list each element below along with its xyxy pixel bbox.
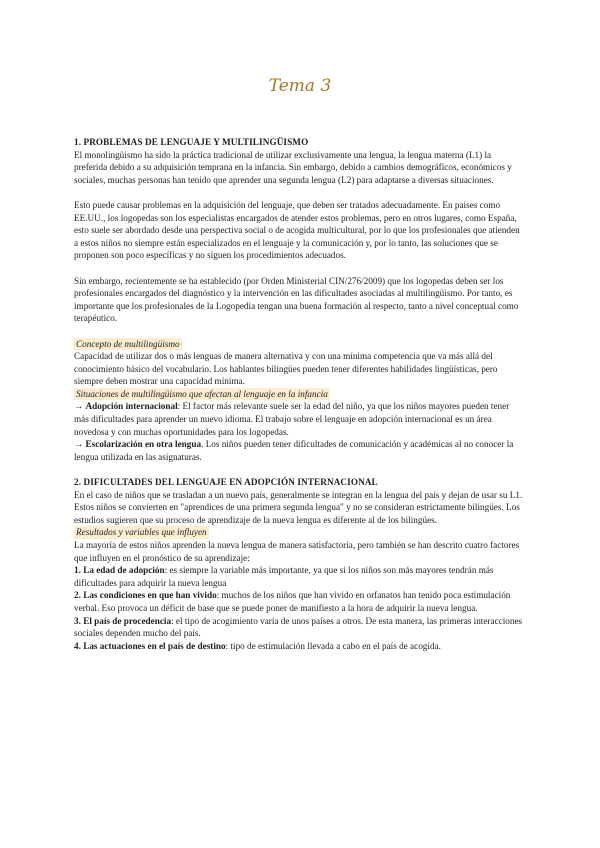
factor-item-2: [74, 589, 526, 614]
factor-item-1-text: : es siempre la variable más importante, ya que si los niños son más mayores tendrán más dificultades para adquirir la nueva lengua: [74, 565, 494, 588]
situation-item-schooling-text: . Los niños pueden tener dificultades de comunicación y académicas al no conocer la lengua utilizada en las asignaturas.: [74, 439, 514, 462]
situation-item-adoption: [74, 400, 526, 438]
situation-item-adoption-label: Adopción internacional: [85, 401, 178, 412]
page-title: Tema 3: [268, 76, 332, 96]
situation-item-schooling: [74, 438, 526, 463]
factor-item-1: [74, 564, 526, 589]
section-2-heading: 2. DIFICULTADES DEL LENGUAJE EN ADOPCIÓN INTERNACIONAL: [74, 477, 378, 488]
section-2-paragraph-1: En el caso de niños que se trasladan a un nuevo país, generalmente se integran en la lengua del país y dejan de usar su L1. Estos niños se convierten en "aprendices de una primera segunda lengua" y no se consideran estrictamente bilingües. Los estudios sugieren que su proceso de aprendizaje de la nueva lengua es diferente al de los bilingües.: [74, 489, 523, 525]
concept-paragraph: Capacidad de utilizar dos o más lenguas de manera alternativa y con una mínima competencia que va más allá del conocimiento básico del vocabulario. Los hablantes bilingües pueden tener diferentes habilidades lingüísticas, pero siempre deben mostrar una capacidad mínima.: [74, 351, 498, 387]
section-1-paragraph-3: Sin embargo, recientemente se ha establecido (por Orden Ministerial CIN/276/2009) que los logopedas deben ser los profesionales encargados del diagnóstico y la intervención en las dificultades asociadas al multilingüismo. Por tanto, es importante que los profesionales de la Logopedia tengan una buena formación al respecto, tanto a nivel conceptual como terapéutico.: [74, 275, 519, 324]
factor-item-2-text: : muchos de los niños que han vivido en orfanatos han tenido poca estimulación verbal. Eso provoca un déficit de base que se puede poner de manifiesto a la hora de adquirir la nueva lengua.: [74, 590, 511, 613]
factor-item-2-label: 2. Las condiciones en que han vivido: [74, 590, 217, 601]
results-subheading: Resultados y variables que influyen: [76, 527, 207, 538]
factor-item-4: [74, 640, 526, 653]
arrow-icon: →: [74, 439, 84, 450]
arrow-icon: →: [74, 401, 84, 412]
factor-item-3-label: 3. El país de procedencia: [74, 615, 172, 626]
concept-subheading: Concepto de multilingüismo: [76, 338, 180, 349]
section-1-heading: 1. PROBLEMAS DE LENGUAJE Y MULTILINGÜISMO: [74, 137, 309, 147]
factor-item-1-label: 1. La edad de adopción: [74, 565, 165, 576]
factor-item-4-text: : tipo de estimulación llevada a cabo en el país de acogida.: [225, 640, 441, 651]
situation-item-adoption-text: : El factor más relevante suele ser la edad del niño, ya que los niños mayores pueden tener más dificultades para aprender un nuevo idioma. El trabajo sobre el lenguaje en adopción internacional es un área novedosa y con muchas oportunidades para los logopedas.: [74, 401, 510, 437]
situations-subheading: Situaciones de multilingüismo que afectan al lenguaje en la infancia: [76, 388, 328, 399]
factor-item-3: [74, 615, 526, 640]
situation-item-schooling-label: Escolarización en otra lengua: [85, 439, 202, 450]
section-1-paragraph-1: El monolingüismo ha sido la práctica tradicional de utilizar exclusivamente una lengua, la lengua materna (L1) la preferida debido a su adquisición temprana en la infancia. Sin embargo, debido a cambios demográficos, económicos y sociales, muchas personas han tenido que aprender una segunda lengua (L2) para adaptarse a diversas situaciones.: [74, 149, 512, 185]
document-body: [74, 136, 526, 652]
factor-item-4-label: 4. Las actuaciones en el país de destino: [74, 640, 226, 651]
section-1-paragraph-2: Esto puede causar problemas en la adquisición del lenguaje, que deben ser tratados adecuadamente. En países como EE.UU., los logopedas son los especialistas encargados de atender estos problemas, pero en otros lugares, como España, esto suele ser abordado desde una perspectiva social o de acogida multicultural, por lo que los profesionales que atienden a estos niños no siempre están especializados en el lenguaje y la comunicación y, por lo tanto, las soluciones que se proponen son poco específicas y no siguen los procedimientos adecuados.: [74, 199, 520, 261]
factor-item-3-text: : el tipo de acogimiento varía de unos países a otros. De esta manera, las primeras interacciones sociales dependen mucho del país.: [74, 615, 523, 639]
section-2-paragraph-2: La mayoría de estos niños aprenden la nueva lengua de manera satisfactoria, pero también se han descrito cuatro factores que influyen en el pronóstico de su aprendizaje:: [74, 540, 520, 563]
